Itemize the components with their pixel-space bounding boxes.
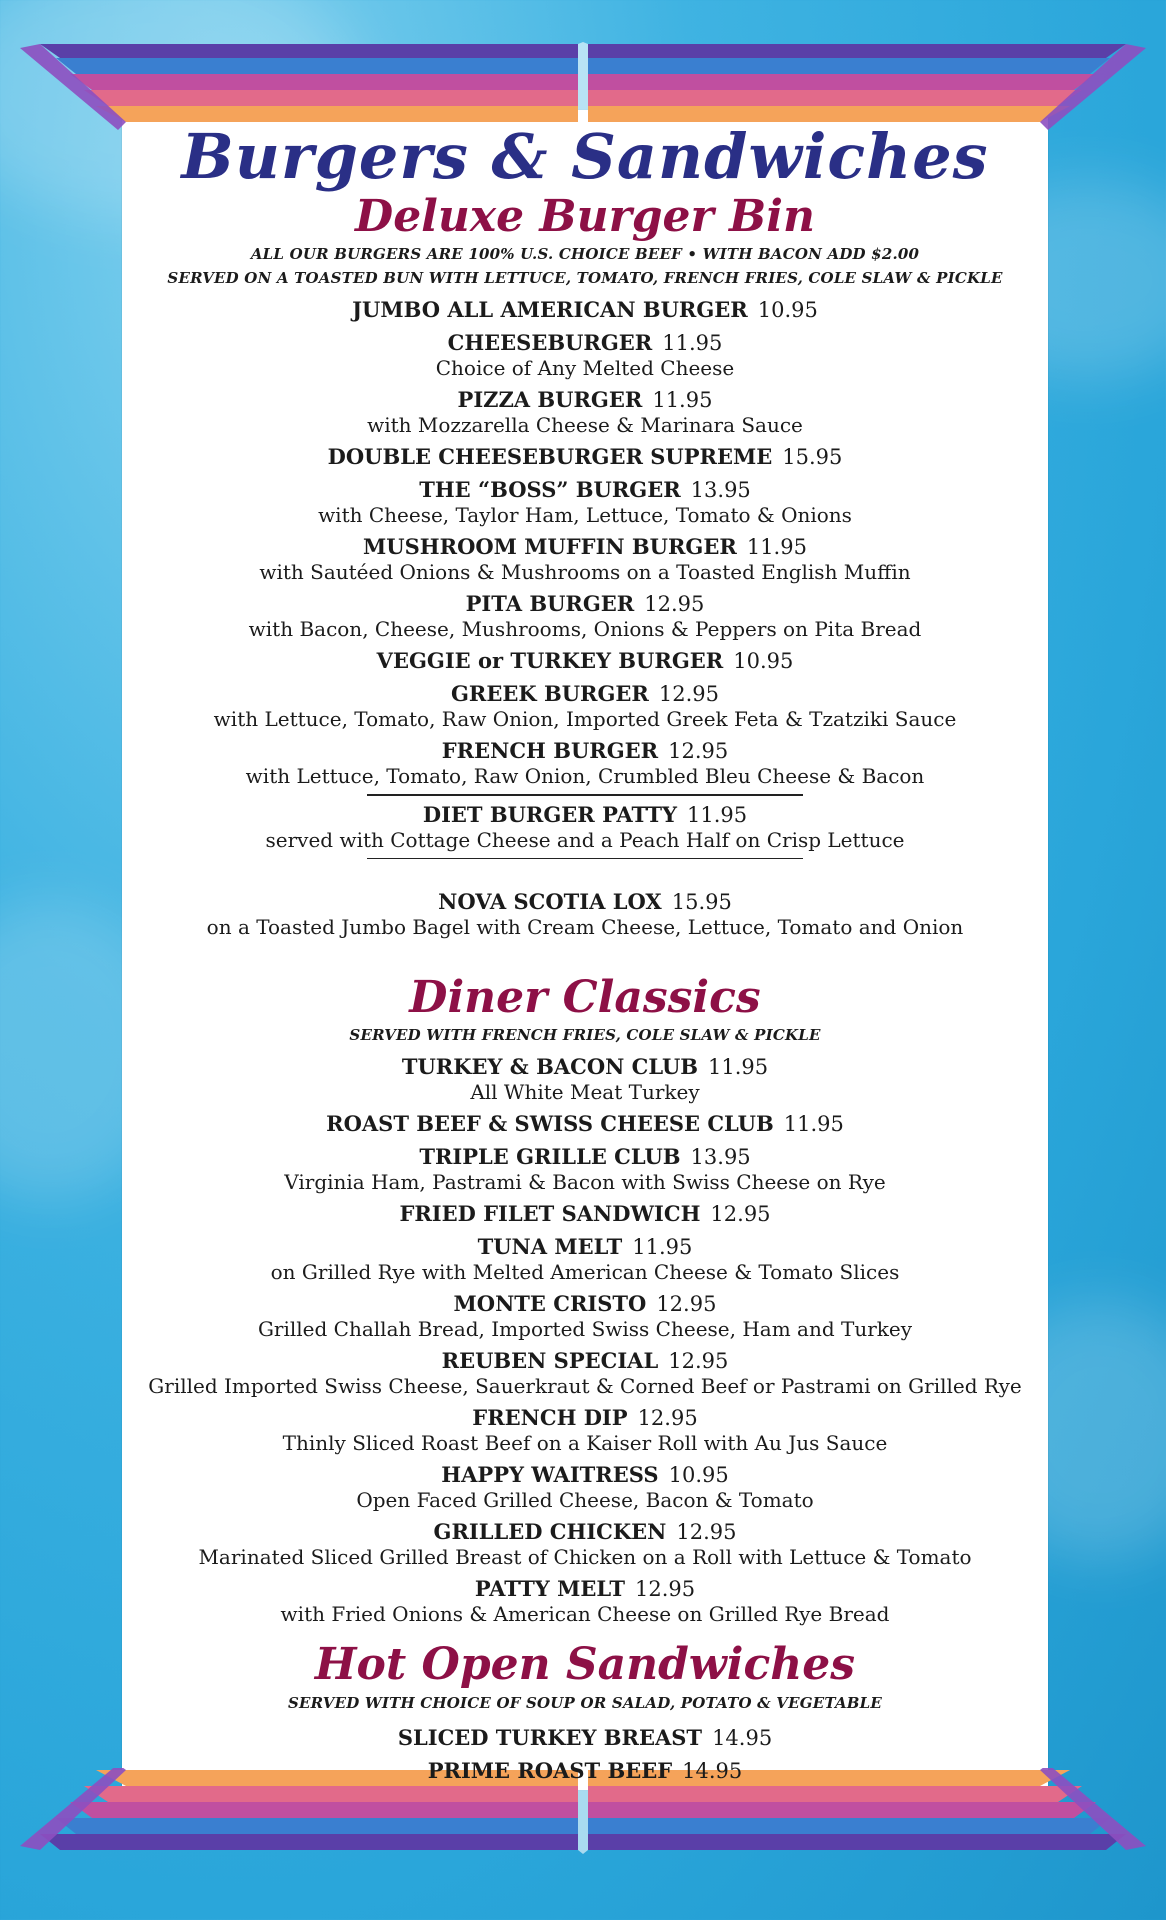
menu-item <box>122 591 1048 641</box>
item-name: PATTY MELT <box>474 1576 626 1602</box>
section-note: SERVED WITH FRENCH FRIES, COLE SLAW & PICKLE <box>349 1026 821 1045</box>
item-description: with Sautéed Onions & Mushrooms on a Toasted English Muffin <box>259 560 911 585</box>
item-price: 12.95 <box>710 1202 771 1227</box>
menu-item-diet-burger <box>122 802 1048 852</box>
item-name: FRENCH DIP <box>472 1405 628 1431</box>
item-price: 11.95 <box>632 1235 693 1260</box>
section-note: SERVED WITH CHOICE OF SOUP OR SALAD, POTATO & VEGETABLE <box>287 1693 883 1712</box>
item-price: 10.95 <box>733 649 794 674</box>
menu-item <box>122 1348 1048 1398</box>
menu-item-nova-scotia-lox <box>122 889 1048 939</box>
section-deluxe-burger-bin <box>122 191 1048 940</box>
item-name: JUMBO ALL AMERICAN BURGER <box>352 297 748 323</box>
item-price: 11.95 <box>662 331 723 356</box>
item-price: 12.95 <box>637 1406 698 1431</box>
item-description: Choice of Any Melted Cheese <box>435 356 735 381</box>
item-name: CHEESEBURGER <box>447 330 653 356</box>
item-name: TURKEY & BACON CLUB <box>401 1054 699 1080</box>
item-price: 15.95 <box>671 890 732 915</box>
item-description: on Grilled Rye with Melted American Cheese & Tomato Slices <box>270 1260 900 1285</box>
item-name: TRIPLE GRILLE CLUB <box>419 1144 681 1170</box>
menu-item <box>122 1201 1048 1227</box>
item-price: 14.95 <box>712 1725 773 1750</box>
item-price: 12.95 <box>658 682 719 707</box>
item-price: 11.95 <box>783 1112 844 1137</box>
section-title: Deluxe Burger Bin <box>355 191 815 242</box>
item-name: ROAST BEEF & SWISS CHEESE CLUB <box>326 1111 774 1137</box>
item-name: FRENCH BURGER <box>441 738 659 764</box>
item-name: SLICED TURKEY BREAST <box>397 1724 703 1750</box>
item-price: 12.95 <box>676 1520 737 1545</box>
item-description: Marinated Sliced Grilled Breast of Chicken on a Roll with Lettuce & Tomato <box>198 1545 972 1570</box>
menu-item <box>122 1144 1048 1194</box>
item-description: with Fried Onions & American Cheese on Grilled Rye Bread <box>280 1602 890 1627</box>
menu-item <box>122 330 1048 380</box>
item-description: with Bacon, Cheese, Mushrooms, Onions & Peppers on Pita Bread <box>248 617 922 642</box>
section-note: ALL OUR BURGERS ARE 100% U.S. CHOICE BEEF • WITH BACON ADD $2.00 <box>250 245 920 264</box>
menu-item <box>122 1405 1048 1455</box>
item-name: MONTE CRISTO <box>453 1291 647 1317</box>
menu-item <box>122 648 1048 674</box>
item-description: served with Cottage Cheese and a Peach Half on Crisp Lettuce <box>265 828 905 853</box>
item-name: THE “BOSS” BURGER <box>419 477 681 503</box>
item-description: on a Toasted Jumbo Bagel with Cream Cheese, Lettuce, Tomato and Onion <box>206 915 964 940</box>
item-name: GRILLED CHICKEN <box>433 1519 667 1545</box>
menu-item <box>122 1725 1048 1751</box>
menu-item <box>122 1758 1048 1784</box>
item-price: 12.95 <box>635 1577 696 1602</box>
item-price: 11.95 <box>686 803 748 828</box>
item-name: PIZZA BURGER <box>457 387 643 413</box>
item-price: 10.95 <box>668 1463 729 1488</box>
section-note: SERVED ON A TOASTED BUN WITH LETTUCE, TOMATO, FRENCH FRIES, COLE SLAW & PICKLE <box>167 269 1003 288</box>
item-name: DOUBLE CHEESEBURGER SUPREME <box>327 444 773 470</box>
menu-item <box>122 1234 1048 1284</box>
item-price: 12.95 <box>668 1349 729 1374</box>
item-name: DIET BURGER PATTY <box>422 802 677 828</box>
menu-item <box>122 444 1048 470</box>
menu-item <box>122 738 1048 788</box>
item-name: FRIED FILET SANDWICH <box>399 1201 701 1227</box>
page-title: Burgers & Sandwiches <box>181 120 989 193</box>
item-description: with Cheese, Taylor Ham, Lettuce, Tomato & Onions <box>318 503 852 528</box>
divider-line <box>367 858 803 859</box>
menu-item <box>122 387 1048 437</box>
item-description: All White Meat Turkey <box>470 1080 700 1105</box>
item-description: Grilled Imported Swiss Cheese, Sauerkraut & Corned Beef or Pastrami on Grilled Rye <box>148 1374 1022 1399</box>
item-description: with Mozzarella Cheese & Marinara Sauce <box>367 413 803 438</box>
menu-item <box>122 1576 1048 1626</box>
section-title: Diner Classics <box>409 972 761 1024</box>
item-name: MUSHROOM MUFFIN BURGER <box>363 534 737 560</box>
item-name: PRIME ROAST BEEF <box>427 1757 673 1783</box>
item-description: Grilled Challah Bread, Imported Swiss Cheese, Ham and Turkey <box>257 1317 913 1342</box>
menu-item <box>122 297 1048 323</box>
menu-item <box>122 681 1048 731</box>
item-name: PITA BURGER <box>465 591 635 617</box>
item-name: NOVA SCOTIA LOX <box>438 889 662 915</box>
menu-item <box>122 1111 1048 1137</box>
item-price: 11.95 <box>746 535 807 560</box>
menu-item <box>122 477 1048 527</box>
item-description: Open Faced Grilled Cheese, Bacon & Tomato <box>356 1488 814 1513</box>
bottom-stripe-banner <box>0 1768 1166 1908</box>
item-name: REUBEN SPECIAL <box>441 1348 659 1374</box>
section-diner-classics <box>122 972 1048 1627</box>
item-description: Virginia Ham, Pastrami & Bacon with Swiss Cheese on Rye <box>284 1170 886 1195</box>
item-name: GREEK BURGER <box>451 681 649 707</box>
menu-item <box>122 534 1048 584</box>
item-name: TUNA MELT <box>477 1234 623 1260</box>
item-price: 15.95 <box>782 445 843 470</box>
item-price: 11.95 <box>652 388 713 413</box>
item-name: HAPPY WAITRESS <box>441 1462 659 1488</box>
menu-item <box>122 1054 1048 1104</box>
menu-item <box>122 1291 1048 1341</box>
menu-content <box>122 112 1048 1784</box>
item-price: 13.95 <box>690 1145 751 1170</box>
menu-item <box>122 1462 1048 1512</box>
divider-line <box>367 794 803 796</box>
item-price: 12.95 <box>644 592 705 617</box>
item-price: 10.95 <box>757 298 818 323</box>
item-price: 14.95 <box>682 1758 743 1783</box>
item-name: VEGGIE or TURKEY BURGER <box>376 648 724 674</box>
item-price: 12.95 <box>656 1292 717 1317</box>
item-description: Thinly Sliced Roast Beef on a Kaiser Roll with Au Jus Sauce <box>282 1431 888 1456</box>
menu-item <box>122 1519 1048 1569</box>
item-description: with Lettuce, Tomato, Raw Onion, Imported Greek Feta & Tzatziki Sauce <box>213 707 957 732</box>
item-price: 11.95 <box>708 1055 769 1080</box>
item-price: 13.95 <box>690 478 751 503</box>
section-title: Hot Open Sandwiches <box>314 1639 856 1691</box>
item-price: 12.95 <box>668 739 729 764</box>
item-description: with Lettuce, Tomato, Raw Onion, Crumbled Bleu Cheese & Bacon <box>245 764 925 789</box>
section-hot-open-sandwiches <box>122 1639 1048 1783</box>
